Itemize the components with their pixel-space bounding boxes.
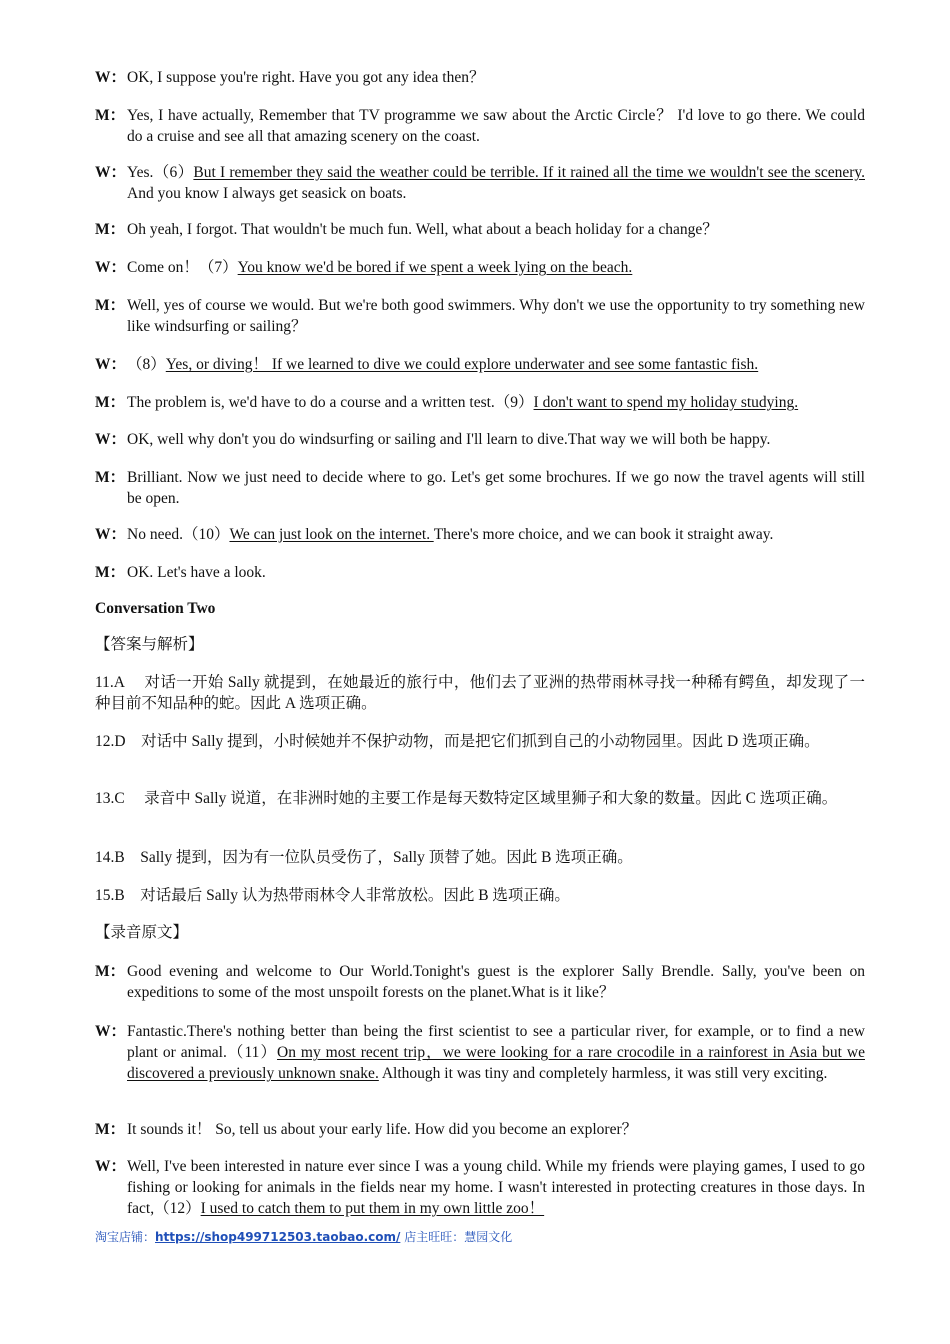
dialogue-text-head: Fantastic.There's nothing better than being the first scientist to see a particular river, for example, or to find a new plant or animal.（11） — [127, 1023, 865, 1061]
dialogue-line — [95, 1119, 865, 1140]
dialogue-line — [95, 961, 865, 1003]
speaker-label: W： — [95, 259, 127, 276]
shop-link[interactable]: https://shop499712503.taobao.com/ — [155, 1230, 401, 1244]
speaker-label: W： — [95, 1158, 127, 1175]
speaker-label: M： — [95, 469, 126, 486]
dialogue-text: Oh yeah, I forgot. That wouldn't be much fun. Well, what about a beach holiday for a change？ — [127, 221, 718, 238]
speaker-label: M： — [95, 107, 126, 124]
dialogue-line — [95, 392, 865, 413]
speaker-label: M： — [95, 1121, 126, 1138]
answer-heading: 【答案与解析】 — [95, 636, 204, 653]
answer-underline: On my most recent trip，we were looking for a rare crocodile in a rainforest in Asia but we discovered a previously unknown snake. — [127, 1044, 865, 1082]
answer-explanation: 12.D 对话中 Sally 提到，小时候她并不保护动物，而是把它们抓到自己的小动物园里。因此 D 选项正确。 — [95, 733, 820, 750]
dialogue-line — [95, 257, 865, 278]
dialogue-line — [95, 219, 865, 240]
dialogue-line — [95, 524, 865, 545]
answer-underline: We can just look on the internet. — [229, 526, 434, 543]
question-number: No need.（10） — [127, 526, 230, 543]
question-number: （8） — [127, 356, 166, 373]
dialogue-line — [95, 67, 865, 88]
answer-underline: You know we'd be bored if we spent a week lying on the beach. — [237, 259, 633, 276]
transcript-heading: 【录音原文】 — [95, 924, 189, 941]
section-heading: Conversation Two — [95, 600, 216, 617]
dialogue-text: OK, well why don't you do windsurfing or sailing and I'll learn to dive.That way we will both be happy. — [127, 431, 771, 448]
speaker-label: W： — [95, 526, 127, 543]
answer-explanation: 13.C 录音中 Sally 说道，在非洲时她的主要工作是每天数特定区域里狮子和大象的数量。因此 C 选项正确。 — [95, 790, 838, 807]
speaker-label: M： — [95, 297, 126, 314]
speaker-label: W： — [95, 431, 127, 448]
dialogue-line — [95, 295, 865, 337]
answer-explanation: 11.A 对话一开始 Sally 就提到，在她最近的旅行中，他们去了亚洲的热带雨林寻找一种稀有鳄鱼，却发现了一种目前不知品种的蛇。因此 A 选项正确。 — [95, 674, 865, 712]
page-footer — [95, 1229, 512, 1245]
speaker-label: M： — [95, 394, 126, 411]
dialogue-line — [95, 354, 865, 375]
dialogue-text-head: The problem is, we'd have to do a course and a written test.（9） — [127, 394, 534, 411]
speaker-label: M： — [95, 221, 126, 238]
answer-explanation: 15.B 对话最后 Sally 认为热带雨林令人非常放松。因此 B 选项正确。 — [95, 887, 570, 904]
dialogue-line — [95, 105, 865, 147]
speaker-label: M： — [95, 564, 126, 581]
dialogue-line — [95, 467, 865, 509]
dialogue-text-tail: And you know I always get seasick on boats. — [127, 185, 407, 202]
dialogue-text — [127, 1156, 865, 1219]
question-number: Yes.（6） — [127, 164, 194, 181]
speaker-label: W： — [95, 356, 127, 373]
dialogue-text: OK, I suppose you're right. Have you got any idea then？ — [127, 69, 485, 86]
speaker-label: W： — [95, 164, 127, 181]
dialogue-text: Well, yes of course we would. But we're both good swimmers. Why don't we use the opportunity to try something new like windsurfing or sailing？ — [127, 297, 865, 335]
dialogue-text — [127, 354, 865, 375]
dialogue-text — [127, 162, 865, 204]
dialogue-text — [127, 257, 865, 278]
answer-explanation: 14.B Sally 提到，因为有一位队员受伤了，Sally 顶替了她。因此 B 选项正确。 — [95, 849, 633, 866]
dialogue-line — [95, 1021, 865, 1084]
dialogue-text-tail: Although it was tiny and completely harmless, it was still very exciting. — [378, 1065, 828, 1082]
dialogue-text: Yes, I have actually, Remember that TV programme we saw about the Arctic Circle？ I'd love to go there. We could do a cruise and see all that amazing scenery on the coast. — [127, 107, 865, 145]
speaker-label: M： — [95, 963, 126, 980]
dialogue-text: OK. Let's have a look. — [127, 564, 266, 581]
speaker-label: W： — [95, 69, 127, 86]
footer-label: 淘宝店铺： — [95, 1230, 156, 1244]
dialogue-text-head: Well, I've been interested in nature ever since I was a young child. While my friends were playing games, I used to go fishing or looking for animals in the fields near my home. I wasn't interested in protecting creatures in those days. In fact,（12） — [127, 1158, 865, 1217]
dialogue-line — [95, 562, 865, 583]
answer-underline: But I remember they said the weather could be terrible. If it rained all the time we wouldn't see the scenery. — [193, 164, 865, 181]
dialogue-text: Brilliant. Now we just need to decide where to go. Let's get some brochures. If we go now the travel agents will still be open. — [127, 469, 865, 507]
answer-underline: I used to catch them to put them in my own little zoo！ — [200, 1200, 545, 1217]
dialogue-line — [95, 429, 865, 450]
answer-underline: Yes, or diving！ If we learned to dive we could explore underwater and see some fantastic fish. — [165, 356, 759, 373]
footer-owner: 店主旺旺：慧园文化 — [404, 1230, 513, 1244]
question-number: Come on！（7） — [127, 259, 238, 276]
dialogue-line — [95, 1156, 865, 1219]
dialogue-text: It sounds it！ So, tell us about your early life. How did you become an explorer？ — [127, 1121, 638, 1138]
dialogue-line — [95, 162, 865, 204]
dialogue-text — [127, 524, 865, 545]
dialogue-text-tail: There's more choice, and we can book it straight away. — [433, 526, 774, 543]
speaker-label: W： — [95, 1023, 127, 1040]
answer-underline: I don't want to spend my holiday studying. — [533, 394, 799, 411]
dialogue-text — [127, 1021, 865, 1084]
dialogue-text: Good evening and welcome to Our World.Tonight's guest is the explorer Sally Brendle. Sally, you've been on expeditions to some of the most unspoilt forests on the planet.What is it like？ — [127, 963, 865, 1001]
dialogue-text — [127, 392, 865, 413]
